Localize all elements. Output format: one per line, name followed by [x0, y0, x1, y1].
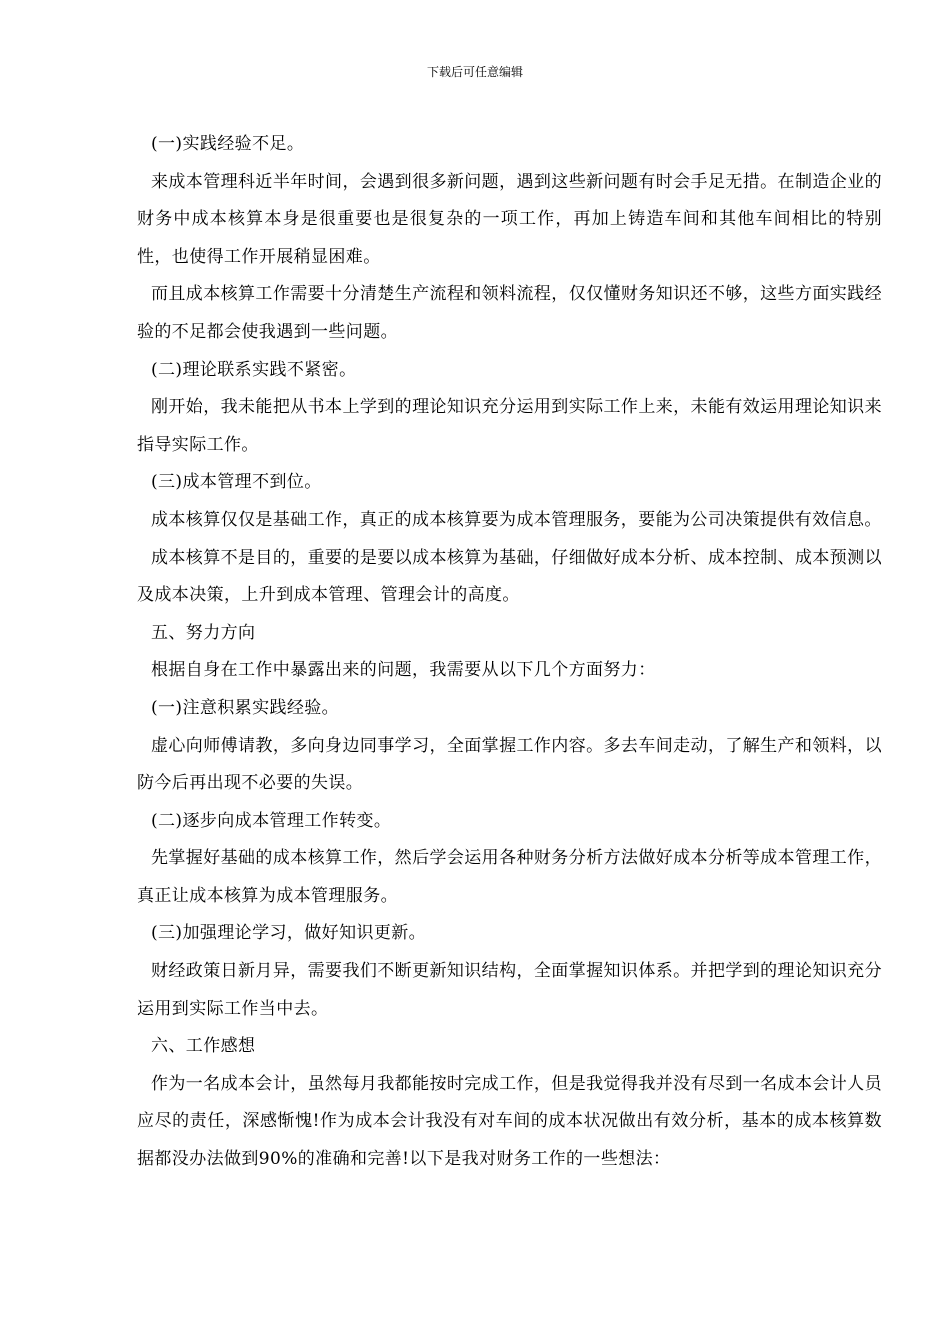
paragraph-11: (一)注意积累实践经验。	[151, 697, 340, 718]
paragraph-10: 根据自身在工作中暴露出来的问题，我需要从以下几个方面努力：	[151, 660, 656, 681]
paragraph-1: (一)实践经验不足。	[151, 134, 305, 154]
paragraph-8: 成本核算不是目的，重要的是要以成本核算为基础，仔细做好成本分析、成本控制、成本预测以及成本决策，上升到成本管理、管理会计的高度。	[137, 547, 882, 606]
paragraph-16: 财经政策日新月异，需要我们不断更新知识结构，全面掌握知识体系。并把学到的理论知识充分运用到实际工作当中去。	[137, 961, 882, 1019]
paragraph-18: 作为一名成本会计，虽然每月我都能按时完成工作，但是我觉得我并没有尽到一名成本会计人员应尽的责任，深感惭愧!作为成本会计我没有对车间的成本状况做出有效分析，基本的成本核算数据都没办法做到90%的准确和完善!以下是我对财务工作的一些想法：	[137, 1073, 882, 1170]
section-heading-effort-direction: 五、努力方向	[151, 622, 256, 643]
paragraph-5: 刚开始，我未能把从书本上学到的理论知识充分运用到实际工作上来，未能有效运用理论知识来指导实际工作。	[137, 397, 882, 455]
paragraph-4: (二)理论联系实践不紧密。	[151, 359, 357, 380]
document-body	[137, 126, 882, 1179]
page-header: 下载后可任意编辑	[426, 65, 523, 79]
paragraph-13: (二)逐步向成本管理工作转变。	[151, 810, 392, 831]
section-heading-work-thoughts: 六、工作感想	[151, 1036, 256, 1057]
paragraph-6: (三)成本管理不到位。	[151, 472, 322, 493]
paragraph-2: 来成本管理科近半年时间，会遇到很多新问题，遇到这些新问题有时会手足无措。在制造企业的财务中成本核算本身是很重要也是很复杂的一项工作，再加上铸造车间和其他车间相比的特别性，也使得工作开展稍显困难。	[137, 171, 882, 267]
paragraph-7: 成本核算仅仅是基础工作，真正的成本核算要为成本管理服务，要能为公司决策提供有效信息。	[151, 509, 882, 530]
paragraph-14: 先掌握好基础的成本核算工作，然后学会运用各种财务分析方法做好成本分析等成本管理工作，真正让成本核算为成本管理服务。	[137, 848, 882, 906]
paragraph-3: 而且成本核算工作需要十分清楚生产流程和领料流程，仅仅懂财务知识还不够，这些方面实践经验的不足都会使我遇到一些问题。	[137, 284, 882, 342]
paragraph-15: (三)加强理论学习，做好知识更新。	[151, 923, 427, 944]
paragraph-12: 虚心向师傅请教，多向身边同事学习，全面掌握工作内容。多去车间走动，了解生产和领料，以防今后再出现不必要的失误。	[137, 735, 882, 794]
